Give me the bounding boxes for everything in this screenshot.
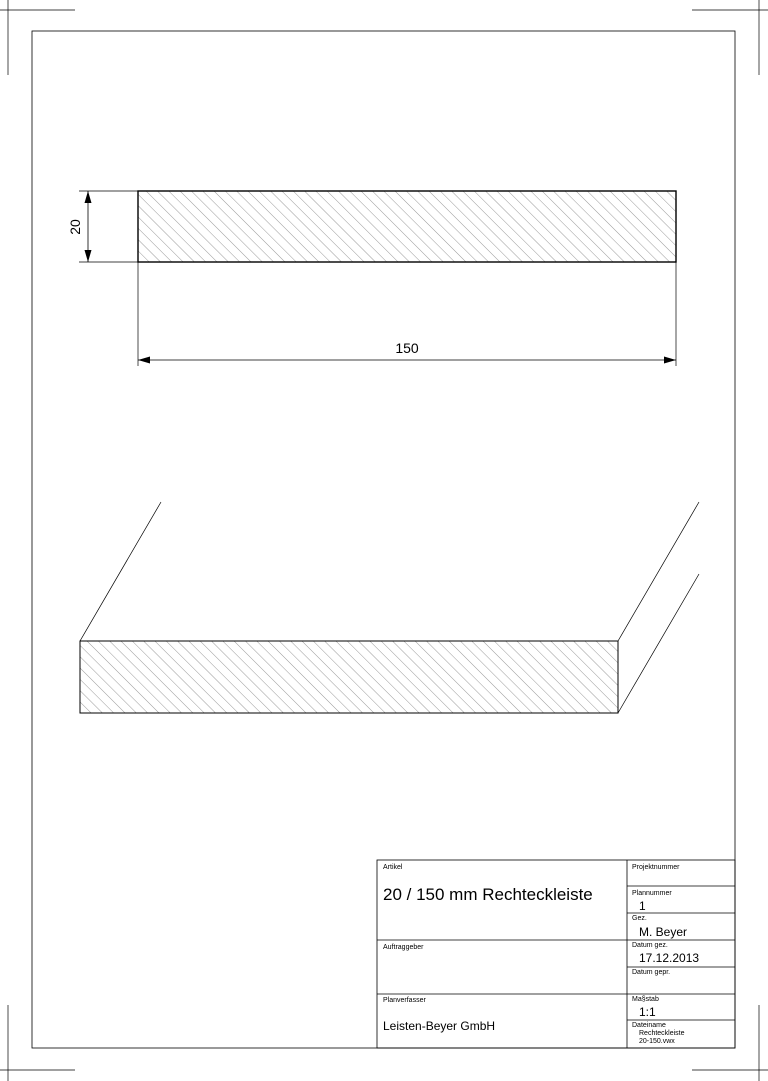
dateiname-value-line2: 20-150.vwx <box>639 1038 675 1045</box>
auftraggeber-label: Auftraggeber <box>383 944 424 951</box>
plannummer-label: Plannummer <box>632 890 672 897</box>
perspective-face <box>80 641 618 713</box>
width-arrow-left <box>138 357 150 364</box>
massstab-label: Ma§stab <box>632 996 659 1003</box>
width-dimension-label: 150 <box>395 340 419 356</box>
width-arrow-right <box>664 357 676 364</box>
section-rectangle <box>138 191 676 262</box>
datum-gez-label: Datum gez. <box>632 942 668 949</box>
gez-label: Gez. <box>632 915 647 922</box>
dateiname-value-line1: Rechteckleiste <box>639 1030 685 1037</box>
dateiname-label: Dateiname <box>632 1022 666 1029</box>
massstab-value: 1:1 <box>639 1005 656 1019</box>
perspective-edge-left <box>80 502 161 641</box>
artikel-value: 20 / 150 mm Rechteckleiste <box>383 885 593 904</box>
perspective-edge-right-bottom <box>618 574 699 713</box>
height-dimension-label: 20 <box>67 219 83 235</box>
height-arrow-top <box>85 191 92 203</box>
perspective-edge-right-top <box>618 502 699 641</box>
artikel-label: Artikel <box>383 864 403 871</box>
datum-gepr-label: Datum gepr. <box>632 969 671 976</box>
projektnummer-label: Projektnummer <box>632 864 680 871</box>
height-arrow-bottom <box>85 250 92 262</box>
datum-gez-value: 17.12.2013 <box>639 951 700 965</box>
planverfasser-value: Leisten-Beyer GmbH <box>383 1019 496 1033</box>
perspective-view <box>80 502 699 713</box>
gez-value: M. Beyer <box>639 925 688 939</box>
planverfasser-label: Planverfasser <box>383 997 426 1004</box>
front-view <box>67 191 676 366</box>
plannummer-value: 1 <box>639 899 646 913</box>
